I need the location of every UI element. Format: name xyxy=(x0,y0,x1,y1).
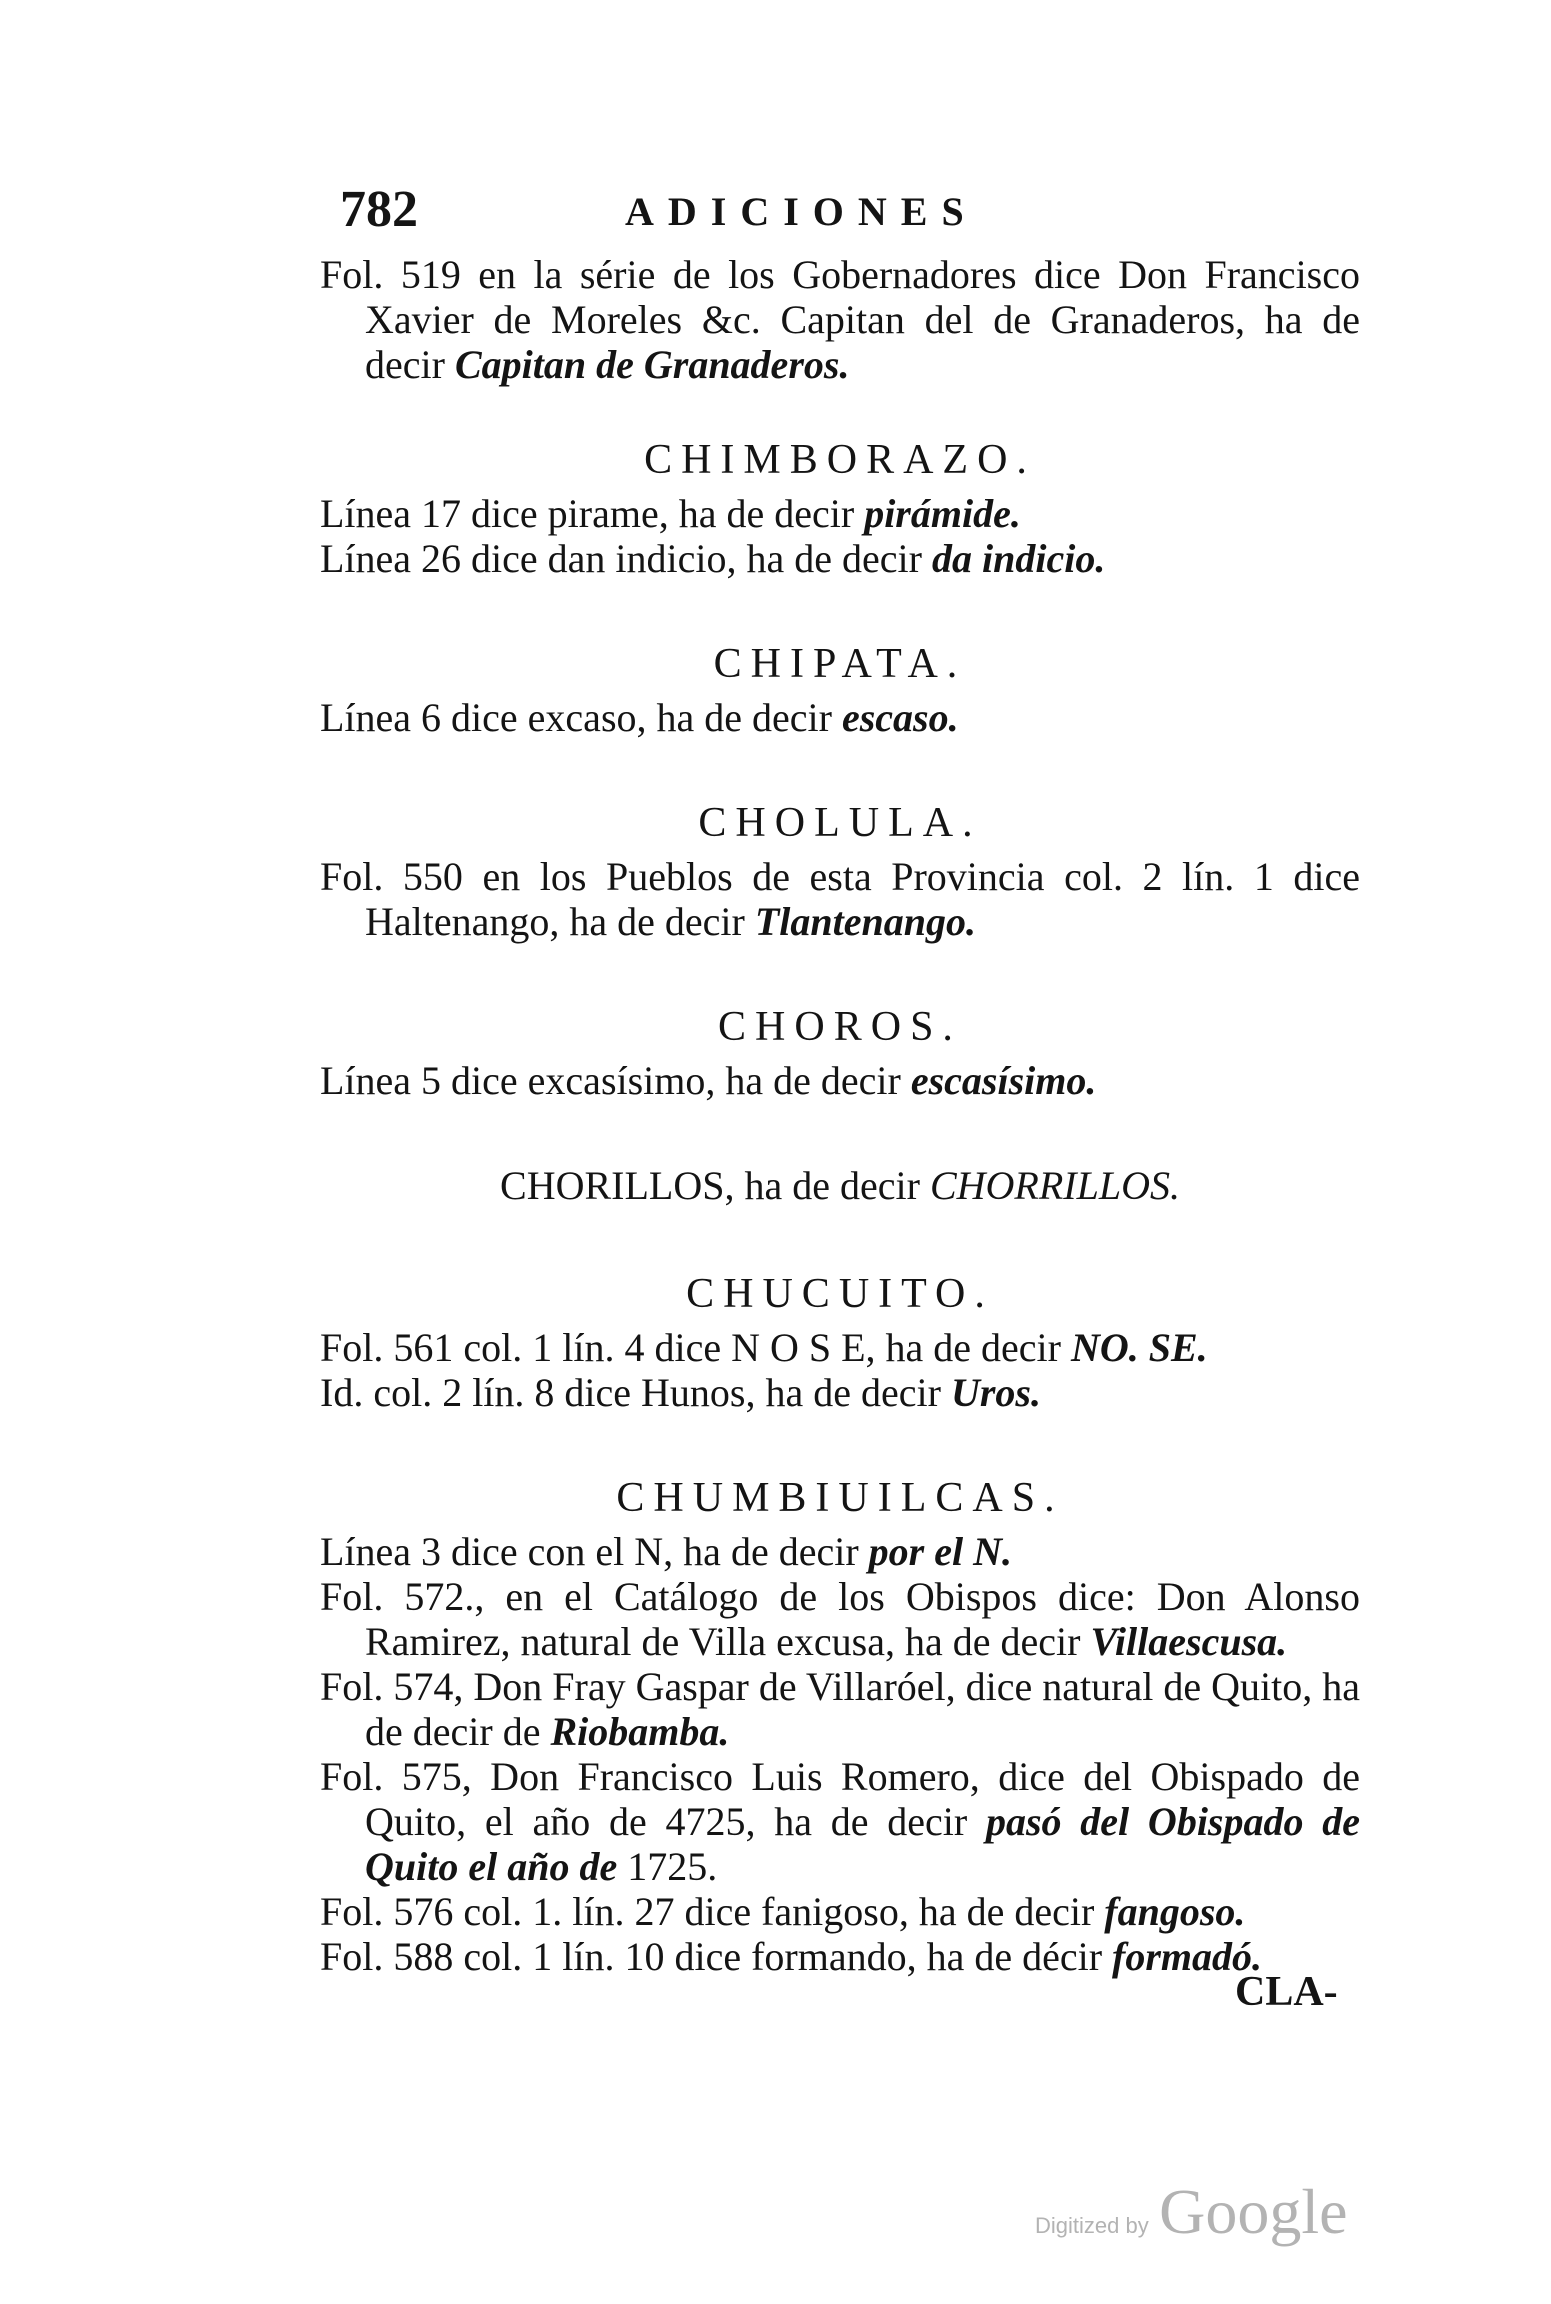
section-heading: CHOROS. xyxy=(718,1004,962,1050)
catchword: CLA- xyxy=(1235,1969,1338,2015)
erratum-text: Fol. 588 col. 1 lín. 10 dice formando, ha de décir xyxy=(320,1934,1113,1979)
erratum-entry xyxy=(320,1370,1360,1415)
erratum-entry xyxy=(320,1754,1360,1889)
erratum-correction: da indicio. xyxy=(931,536,1106,581)
erratum-entry xyxy=(320,1889,1360,1934)
erratum-entry xyxy=(320,252,1360,387)
erratum-correction: pasó del Obispado de Quito el año de xyxy=(365,1799,1361,1889)
erratum-entry xyxy=(320,854,1360,944)
page-number: 782 xyxy=(340,181,418,238)
erratum-text: Fol. 550 en los Pueblos de esta Provincia col. 2 lín. 1 dice Haltenango, ha de decir xyxy=(320,854,1360,944)
erratum-correction: Uros. xyxy=(950,1370,1041,1415)
erratum-correction: Riobamba. xyxy=(550,1709,730,1754)
page-header xyxy=(340,180,1100,250)
erratum-entry xyxy=(320,491,1360,536)
erratum-text: Fol. 572., en el Catálogo de los Obispos dice: Don Alonso Ramirez, natural de Villa excusa, ha de decir xyxy=(320,1574,1360,1664)
erratum-text: Fol. 574, Don Fray Gaspar de Villaróel, dice natural de Quito, ha de decir de xyxy=(320,1664,1360,1754)
section-heading: CHIPATA. xyxy=(713,641,967,687)
erratum-correction: Capitan de Granaderos. xyxy=(454,342,850,387)
erratum-text: Línea 3 dice con el N, ha de decir xyxy=(320,1529,869,1574)
erratum-text: Fol. 561 col. 1 lín. 4 dice N O S E, ha de decir xyxy=(320,1325,1071,1370)
digitization-watermark xyxy=(1035,2175,1348,2249)
erratum-entry xyxy=(320,1934,1360,1979)
erratum-text: Fol. 519 en la série de los Gobernadores dice Don Francisco Xavier de Moreles &c. Capitan del de Granaderos, ha de decir xyxy=(320,252,1360,387)
erratum-entry xyxy=(320,1058,1360,1103)
erratum-correction: por el N. xyxy=(868,1529,1012,1574)
erratum-correction: escasísimo. xyxy=(910,1058,1097,1103)
erratum-entry xyxy=(320,1664,1360,1754)
erratum-tail: 1725. xyxy=(617,1844,718,1889)
erratum-entry xyxy=(320,536,1360,581)
erratum-entry xyxy=(320,1325,1360,1370)
erratum-correction: fangoso. xyxy=(1104,1889,1246,1934)
section-heading: CHUCUITO. xyxy=(686,1271,994,1317)
erratum-correction: pirámide. xyxy=(864,491,1021,536)
erratum-entry xyxy=(320,695,1360,740)
erratum-text: Línea 6 dice excaso, ha de decir xyxy=(320,695,842,740)
erratum-correction: NO. SE. xyxy=(1070,1325,1208,1370)
erratum-correction: formadó. xyxy=(1112,1934,1263,1979)
erratum-correction: Villaescusa. xyxy=(1090,1619,1288,1664)
section-heading: CHUMBIUILCAS. xyxy=(616,1475,1064,1521)
erratum-correction: escaso. xyxy=(841,695,959,740)
inline-heading xyxy=(320,1161,1360,1211)
watermark-logo: Google xyxy=(1159,2176,1348,2247)
erratum-text: Fol. 576 col. 1. lín. 27 dice fanigoso, ha de decir xyxy=(320,1889,1105,1934)
erratum-text: Id. col. 2 lín. 8 dice Hunos, ha de decir xyxy=(320,1370,951,1415)
section-heading: CHIMBORAZO. xyxy=(644,437,1036,483)
erratum-entry xyxy=(320,1529,1360,1574)
inline-heading-correction: CHORRILLOS. xyxy=(929,1163,1180,1208)
erratum-correction: Tlantenango. xyxy=(754,899,976,944)
inline-heading-text: CHORILLOS, ha de decir xyxy=(500,1163,930,1208)
watermark-prefix: Digitized by xyxy=(1035,2213,1149,2238)
running-title: ADICIONES xyxy=(625,189,978,234)
erratum-text: Línea 17 dice pirame, ha de decir xyxy=(320,491,865,536)
page-body xyxy=(320,252,1360,1979)
erratum-text: Fol. 575, Don Francisco Luis Romero, dice del Obispado de Quito, el año de 4725, ha de decir xyxy=(320,1754,1360,1844)
erratum-text: Línea 5 dice excasísimo, ha de decir xyxy=(320,1058,911,1103)
erratum-entry xyxy=(320,1574,1360,1664)
section-heading: CHOLULA. xyxy=(698,800,982,846)
erratum-text: Línea 26 dice dan indicio, ha de decir xyxy=(320,536,932,581)
